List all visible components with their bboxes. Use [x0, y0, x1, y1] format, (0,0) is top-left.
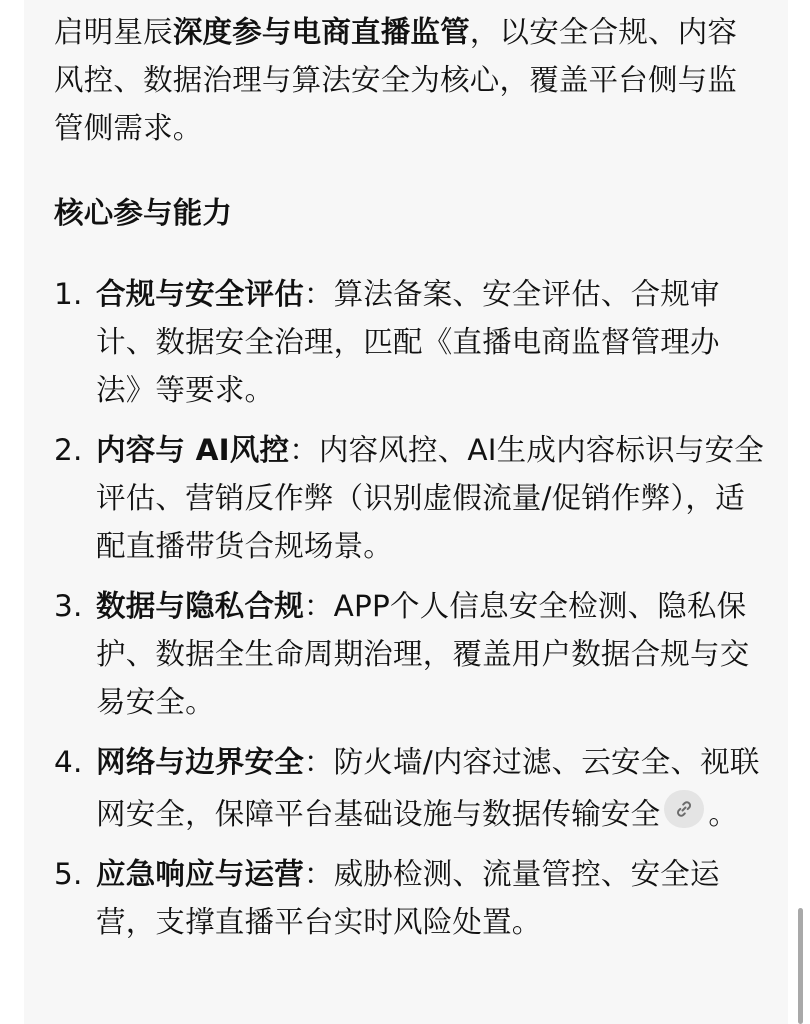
- list-number: 3.: [54, 589, 83, 623]
- item-separator: ：: [303, 857, 334, 891]
- list-item: [54, 582, 764, 726]
- intro-rest: ，以安全合规、内容风控、数据治理与算法安全为核心，覆盖平台侧与监管侧需求。: [54, 15, 738, 145]
- intro-bold: 深度参与电商直播监管: [172, 15, 470, 49]
- item-separator: ：: [303, 745, 334, 779]
- item-title: 内容与 AI风控: [96, 433, 290, 467]
- item-title: 应急响应与运营: [96, 857, 304, 891]
- item-title: 合规与安全评估: [96, 277, 304, 311]
- intro-lead: 启明星辰: [54, 15, 173, 49]
- section-heading: 核心参与能力: [54, 196, 233, 230]
- item-text: APP个人信息安全检测、隐私保护、数据全生命周期治理，覆盖用户数据合规与交易安全。: [96, 589, 750, 719]
- citation-link-button[interactable]: [664, 790, 704, 828]
- link-icon: [674, 799, 694, 819]
- item-title: 数据与隐私合规: [96, 589, 304, 623]
- item-text: 防火墙/内容过滤、云安全、视联网安全，保障平台基础设施与数据传输安全: [96, 745, 760, 831]
- list-item: [54, 850, 764, 946]
- list-number: 4.: [54, 745, 83, 779]
- capability-list: [54, 270, 764, 946]
- list-item: [54, 426, 764, 570]
- item-text: 内容风控、AI生成内容标识与安全评估、营销反作弊（识别虚假流量/促销作弊），适配直播带货合规场景。: [96, 433, 764, 563]
- list-number: 2.: [54, 433, 83, 467]
- item-text: 算法备案、安全评估、合规审计、数据安全治理，匹配《直播电商监督管理办法》等要求。: [96, 277, 720, 407]
- assistant-message: [54, 8, 764, 958]
- item-separator: ：: [303, 589, 334, 623]
- list-number: 1.: [54, 277, 83, 311]
- item-title: 网络与边界安全: [96, 745, 304, 779]
- list-item: [54, 270, 764, 414]
- list-item: [54, 738, 764, 838]
- item-text: 威胁检测、流量管控、安全运营，支撑直播平台实时风险处置。: [96, 857, 720, 939]
- item-tail: 。: [708, 797, 739, 831]
- list-number: 5.: [54, 857, 83, 891]
- intro-paragraph: [54, 8, 764, 152]
- scrollbar-thumb[interactable]: [798, 908, 803, 1024]
- item-separator: ：: [289, 433, 319, 467]
- item-separator: ：: [303, 277, 334, 311]
